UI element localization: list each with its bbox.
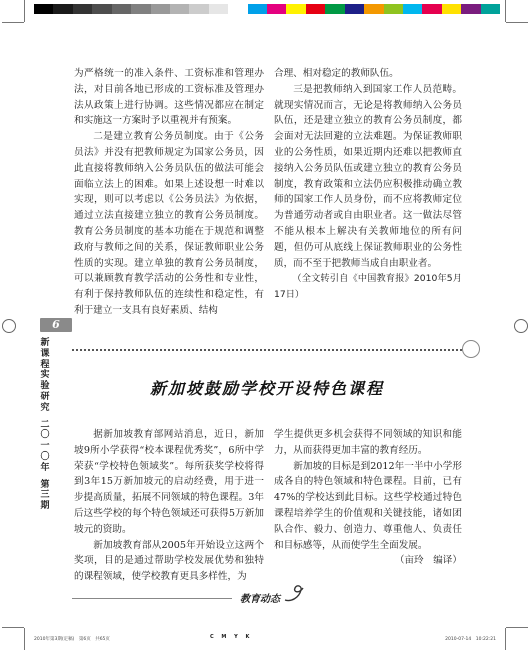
paragraph: 学生提供更多机会获得不同领域的知识和能力，从而获得更加丰富的教育经历。 (274, 429, 462, 456)
crop-mark (24, 628, 25, 650)
color-swatch (73, 4, 92, 14)
color-swatch (481, 4, 500, 14)
paragraph: （亩玲 编译） (394, 555, 462, 567)
color-swatch (92, 4, 111, 14)
color-swatch (189, 4, 208, 14)
crop-mark (2, 22, 24, 23)
registration-mark (2, 319, 16, 333)
print-slug-right: 2010-07-14 10:22:21 (445, 637, 496, 642)
crop-mark (505, 0, 506, 22)
color-swatch (286, 4, 305, 14)
article-column-bottom-left (74, 427, 264, 585)
color-swatch (53, 4, 72, 14)
footer-rule (72, 598, 232, 599)
section-tag: 教育动态 (240, 594, 280, 605)
color-swatch (151, 4, 170, 14)
article-headline: 新加坡鼓励学校开设特色课程 (149, 379, 384, 398)
paragraph: 新加坡教育部从2005年开始设立这两个奖项，目的是通过帮助学校发展优势和独特的课程领域，使学校教育更具多样性，为 (74, 539, 264, 583)
crop-mark (24, 0, 25, 22)
print-slug-cmyk: C M Y K (210, 634, 253, 640)
paragraph: 新加坡的目标是到2012年一半中小学形成各自的特色领域和特色课程。目前，已有47%的学校达到此目标。这些学校通过特色课程培养学生的价值观和关键技能，诸如团队合作、毅力、创造力、尊重他人、负责任和目标感等，从而使学生全面发展。 (274, 460, 462, 551)
decorative-circle-icon (462, 340, 480, 358)
color-swatch (364, 4, 383, 14)
paragraph: 为严格统一的准入条件、工资标准和管理办法，对目前各地已形成的工资标准及管理办法从政策上进行协调。这些情况都应在制定和实施这一方案时予以重视并有预案。 (74, 68, 264, 127)
color-swatch (384, 4, 403, 14)
color-swatch (461, 4, 480, 14)
color-swatch (34, 4, 53, 14)
journal-sidebar (39, 338, 51, 512)
sidebar-label: 二〇一〇年 (40, 419, 50, 473)
section-divider (72, 349, 462, 351)
swirl-ornament-icon (283, 582, 305, 604)
color-swatch (131, 4, 150, 14)
color-swatch (422, 4, 441, 14)
color-swatch (345, 4, 364, 14)
paragraph: （全文转引自《中国教育报》2010年5月17日） (274, 273, 462, 301)
color-swatch (209, 4, 228, 14)
article-column-bottom-right (274, 427, 462, 569)
sidebar-label: 新课程实验研究 (40, 338, 50, 413)
crop-mark (506, 627, 528, 628)
color-swatch (228, 4, 247, 14)
article-column-top-right (274, 66, 462, 303)
print-slug-left: 2010年第3期(定稿) 第6页 共65页 (34, 637, 110, 642)
paragraph: 二是建立教育公务员制度。由于《公务员法》并没有把教师规定为国家公务员，因此直接将教师纳入公务员队伍的做法可能会面临立法上的困难。如果上述设想一时难以实现，则可以考虑以《公务员法》为依据，通过立法直接建立独立的教育公务员制度。教育公务员制度的基本功能在于规范和调整政府与教师之间的关系，保证教师职业公务性质的实现。建立单独的教育公务员制度，可以兼顾教育教学活动的公务性和专业性，有利于保持教师队伍的连续性和稳定性，有利于建立一支具有良好素质、结构 (74, 131, 264, 316)
color-swatch (112, 4, 131, 14)
color-swatch (267, 4, 286, 14)
crop-mark (505, 628, 506, 650)
color-swatch (306, 4, 325, 14)
color-calibration-bar (34, 4, 500, 14)
crop-mark (2, 627, 24, 628)
color-swatch (325, 4, 344, 14)
paragraph: 合理、相对稳定的教师队伍。 (274, 68, 399, 79)
color-swatch (170, 4, 189, 14)
color-swatch (403, 4, 422, 14)
sidebar-label: 第三期 (40, 479, 50, 512)
crop-mark (506, 22, 528, 23)
color-swatch (442, 4, 461, 14)
page-number-badge: 6 (40, 318, 72, 332)
registration-mark (514, 319, 528, 333)
color-swatch (248, 4, 267, 14)
paragraph: 据新加坡教育部网站消息，近日，新加坡9所小学获得“校本课程优秀奖”，6所中学荣获“学校特色领域奖”。每所获奖学校将得到3年15万新加坡元的启动经费，用于进一步提高质量，拓展不同领域的特色课程。3年后这些学校的每个特色领域还可获得5万新加坡元的资助。 (74, 429, 264, 535)
paragraph: 三是把教师纳入到国家工作人员范畴。就现实情况而言，无论是将教师纳入公务员队伍，还是建立独立的教育公务员制度，都会面对无法回避的立法难题。为保证教师职业的公务性质，如果近期内还难以把教师直接纳入公务员队伍或建立独立的教育公务员制度，教育政策和立法仍应积极推动确立教师的国家工作人员身份，而不应将教师定位为普通劳动者或自由职业者。这一做法尽管不能从根本上解决有关教师地位的所有问题，但仍可从底线上保证教师职业的公务性质，而不至于把教师当成自由职业者。 (274, 83, 462, 269)
article-column-top-left (74, 66, 264, 319)
